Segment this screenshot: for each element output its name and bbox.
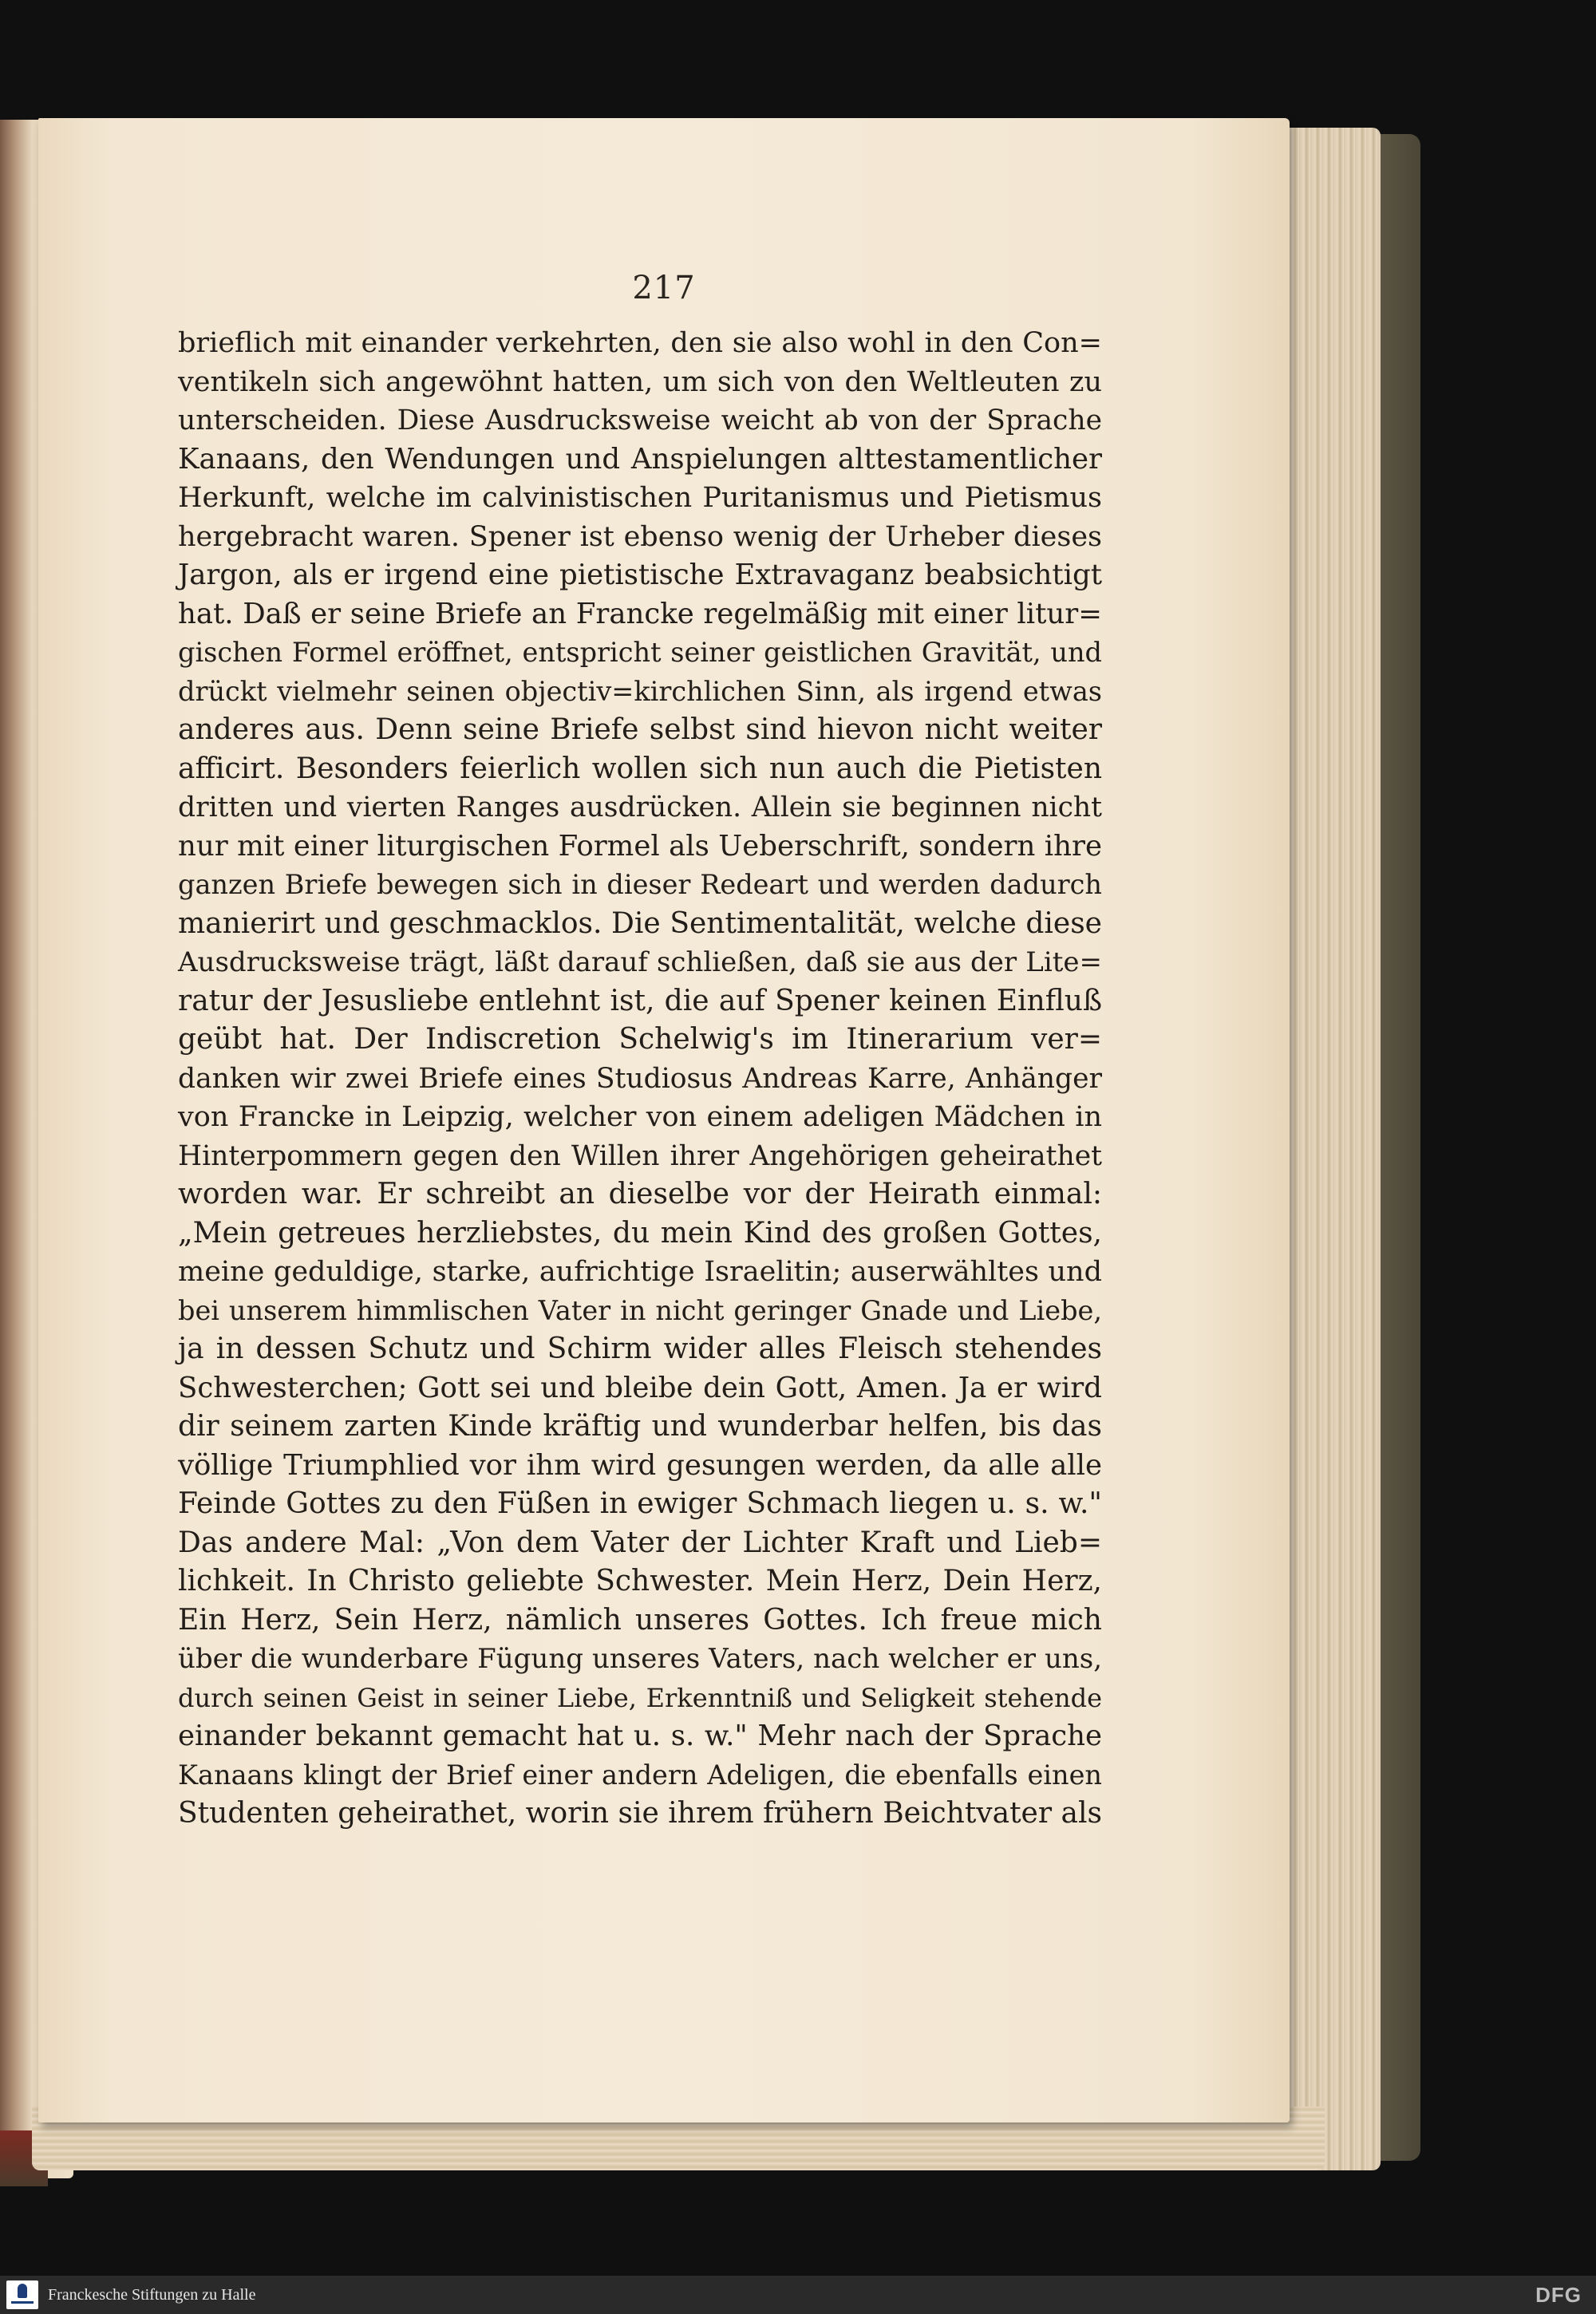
text-line: Jargon, als er irgend eine pietistische Extravaganz beabsichtigt [178,559,1102,591]
text-line: dir seinem zarten Kinde kräftig und wunderbar helfen, bis das [178,1410,1102,1443]
text-line: Kanaans, den Wendungen und Anspielungen alttestamentlicher [178,442,1102,476]
text-line: nur mit einer liturgischen Formel als Ueberschrift, sondern ihre [178,829,1102,863]
text-line: hergebracht waren. Spener ist ebenso wenig der Urheber dieses [178,520,1102,553]
text-line: ventikeln sich angewöhnt hatten, um sich von den Weltleuten zu [178,365,1102,398]
text-line: von Francke in Leipzig, welcher von einem adeligen Mädchen in [178,1101,1102,1133]
text-line: geübt hat. Der Indiscretion Schelwig's im Itinerarium ver= [178,1023,1102,1056]
text-line: gischen Formel eröffnet, entspricht seiner geistlichen Gravität, und [178,637,1102,668]
text-line: Feinde Gottes zu den Füßen in ewiger Schmach liegen u. s. w." [178,1487,1102,1520]
text-line: durch seinen Geist in seiner Liebe, Erkenntniß und Seligkeit stehende [178,1682,1102,1713]
institution-logo-icon [6,2280,38,2309]
text-line: über die wunderbare Fügung unseres Vaters, nach welcher er uns, [178,1643,1102,1675]
text-line: Ausdrucksweise trägt, läßt darauf schließen, daß sie aus der Lite= [178,946,1102,978]
text-line: meine geduldige, starke, aufrichtige Israelitin; auserwähltes und [178,1256,1102,1288]
text-line: afficirt. Besonders feierlich wollen sich nun auch die Pietisten [178,752,1102,785]
text-line: danken wir zwei Briefe eines Studiosus Andreas Karre, Anhänger [178,1062,1102,1095]
text-line: Herkunft, welche im calvinistischen Puritanismus und Pietismus [178,482,1102,514]
text-line: Kanaans klingt der Brief einer andern Adeligen, die ebenfalls einen [178,1759,1102,1791]
text-line: Schwesterchen; Gott sei und bleibe dein Gott, Amen. Ja er wird [178,1371,1102,1404]
book-page [38,118,1290,2122]
page-number: 217 [632,270,696,306]
dfg-logo: DFG [1535,2283,1582,2307]
text-line: unterscheiden. Diese Ausdrucksweise weicht ab von der Sprache [178,405,1102,436]
text-line: manierirt und geschmacklos. Die Sentimentalität, welche diese [178,906,1102,940]
page-stack-edge [1277,128,1381,2170]
viewer-footer [0,2276,1596,2314]
text-line: „Mein getreues herzliebstes, du mein Kind des großen Gottes, [178,1216,1102,1250]
text-line: lichkeit. In Christo geliebte Schwester. Mein Herz, Dein Herz, [178,1565,1102,1597]
text-line: anderes aus. Denn seine Briefe selbst sind hievon nicht weiter [178,713,1102,746]
text-line: ganzen Briefe bewegen sich in dieser Redeart und werden dadurch [178,869,1102,900]
text-line: worden war. Er schreibt an dieselbe vor der Heirath einmal: [178,1178,1102,1210]
text-line: Studenten geheirathet, worin sie ihrem frühern Beichtvater als [178,1797,1102,1830]
text-line: ja in dessen Schutz und Schirm wider alles Fleisch stehendes [178,1333,1102,1365]
text-line: hat. Daß er seine Briefe an Francke regelmäßig mit einer litur= [178,597,1102,630]
body-text [178,324,1102,1834]
text-line: völlige Triumphlied vor ihm wird gesungen werden, da alle alle [178,1448,1102,1482]
footer-label: Franckesche Stiftungen zu Halle [48,2286,256,2304]
text-line: bei unserem himmlischen Vater in nicht geringer Gnade und Liebe, [178,1294,1102,1326]
text-line: Ein Herz, Sein Herz, nämlich unseres Gottes. Ich freue mich [178,1603,1102,1637]
text-line: drückt vielmehr seinen objectiv=kirchlichen Sinn, als irgend etwas [178,675,1102,707]
text-line: einander bekannt gemacht hat u. s. w." Mehr nach der Sprache [178,1720,1102,1752]
text-line: Das andere Mal: „Von dem Vater der Lichter Kraft und Lieb= [178,1526,1102,1559]
text-line: brieflich mit einander verkehrten, den sie also wohl in den Con= [178,327,1102,359]
text-line: Hinterpommern gegen den Willen ihrer Angehörigen geheirathet [178,1139,1102,1172]
text-line: dritten und vierten Ranges ausdrücken. Allein sie beginnen nicht [178,792,1102,823]
text-line: ratur der Jesusliebe entlehnt ist, die auf Spener keinen Einfluß [178,984,1102,1017]
